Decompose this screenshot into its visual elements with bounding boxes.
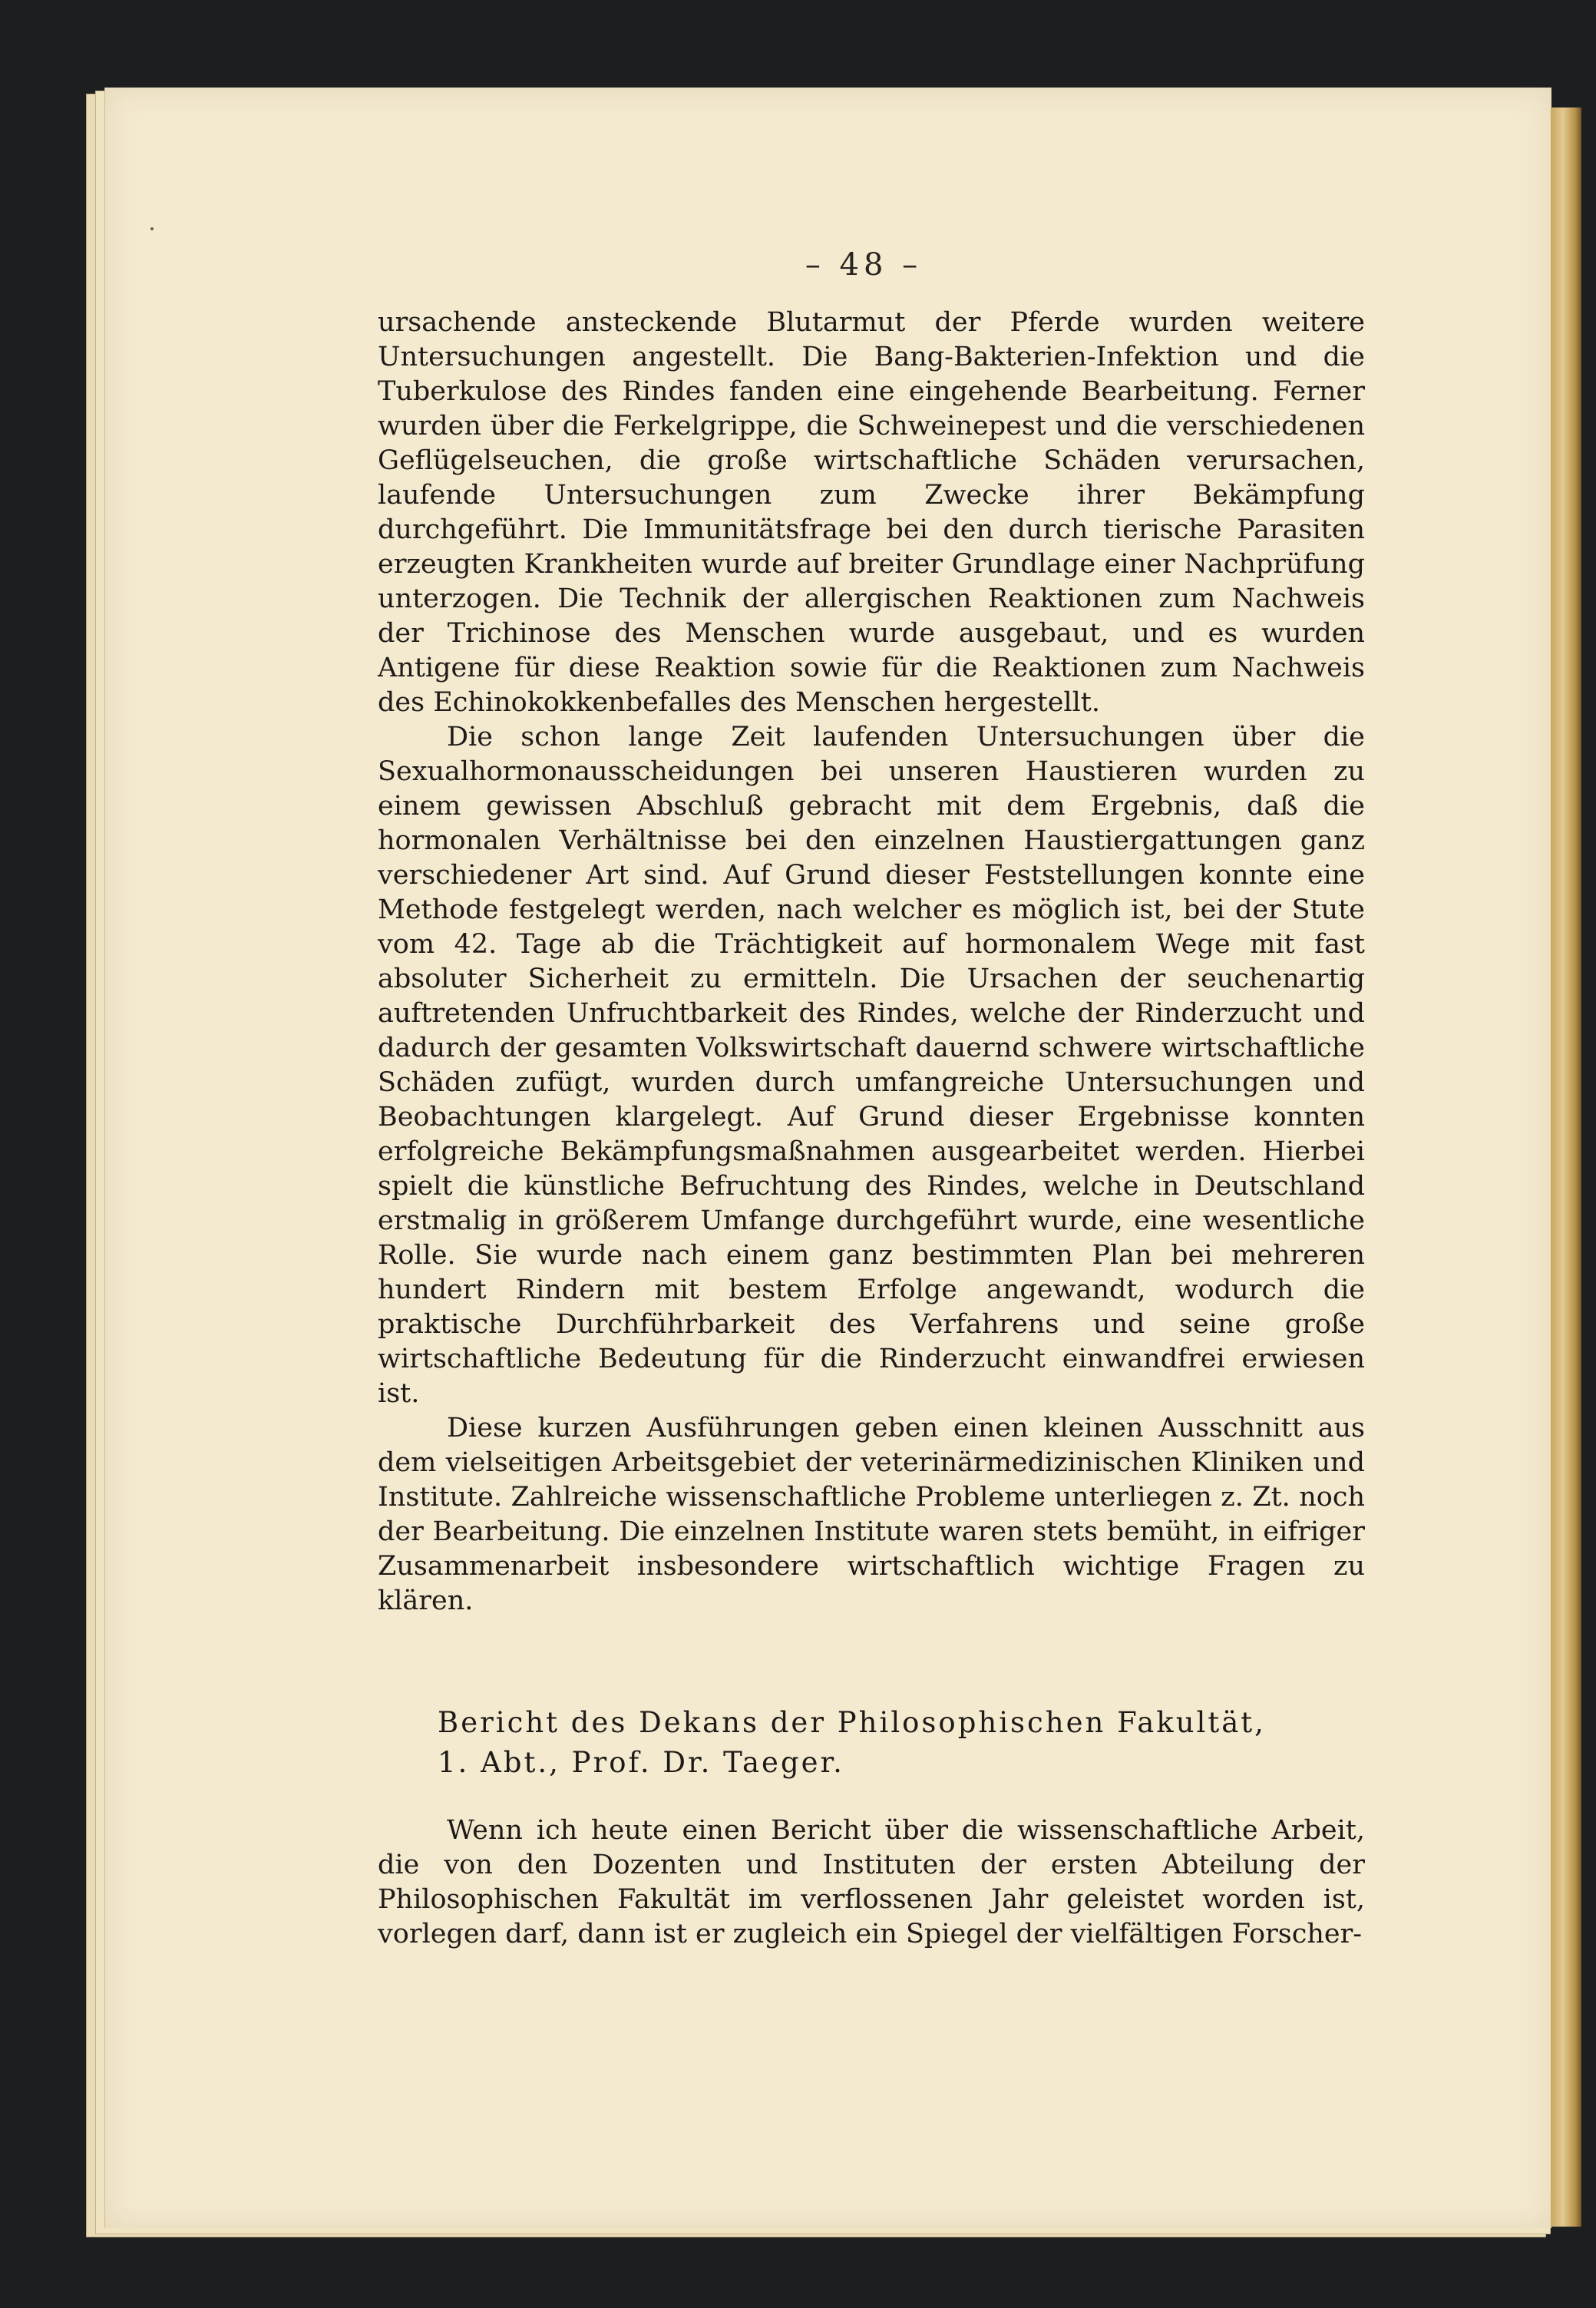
margin-mark xyxy=(150,227,154,230)
paragraph-2: Die schon lange Zeit laufenden Untersuchungen über die Sexualhormonausscheidungen bei unseren Haustieren wurden zu einem gewissen Abschluß gebracht mit dem Ergebnis, daß die hormonalen Verhältnisse bei den einzelnen Haustiergattungen ganz verschiedener Art sind. Auf Grund dieser Feststellungen konnte eine Methode festgelegt werden, nach welcher es möglich ist, bei der Stute vom 42. Tage ab die Trächtigkeit auf hormonalem Wege mit fast absoluter Sicherheit zu ermitteln. Die Ursachen der seuchenartig auftretenden Unfruchtbarkeit des Rindes, welche der Rinderzucht und dadurch der gesamten Volkswirtschaft dauernd schwere wirtschaftliche Schäden zufügt, wurden durch umfangreiche Untersuchungen und Beobachtungen klargelegt. Auf Grund dieser Ergebnisse konnten erfolgreiche Bekämpfungsmaßnahmen ausgearbeitet werden. Hierbei spielt die künstliche Befruchtung des Rindes, welche in Deutschland erstmalig in größerem Umfange durchgeführt wurde, eine wesentliche Rolle. Sie wurde nach einem ganz bestimmten Plan bei mehreren hundert Rindern mit bestem Erfolge angewandt, wodurch die praktische Durchführbarkeit des Verfahrens und seine große wirtschaftliche Bedeutung für die Rinderzucht einwandfrei erwiesen ist. xyxy=(378,722,1365,1409)
page-number: – 48 – xyxy=(805,247,923,283)
paragraph-3: Diese kurzen Ausführungen geben einen kleinen Ausschnitt aus dem vielseitigen Arbeitsgebiet der veterinärmedizinischen Kliniken und Institute. Zahlreiche wissenschaftliche Probleme unterliegen z. Zt. noch der Bearbeitung. Die einzelnen Institute waren stets bemüht, in eifriger Zusammenarbeit insbesondere wirtschaftlich wichtige Fragen zu klären. xyxy=(378,1413,1365,1616)
body-text xyxy=(378,306,1365,1952)
heading-line-2: 1. Abt., Prof. Dr. Taeger. xyxy=(438,1746,844,1779)
heading-line-1: Bericht des Dekans der Philosophischen Fakultät, xyxy=(438,1706,1266,1739)
paragraph-4: Wenn ich heute einen Bericht über die wissenschaftliche Arbeit, die von den Dozenten und Instituten der ersten Abteilung der Philosophischen Fakultät im verflossenen Jahr geleistet worden ist, vorlegen darf, dann ist er zugleich ein Spiegel der vielfältigen Forscher- xyxy=(378,1815,1365,1949)
section-heading xyxy=(438,1703,1365,1783)
book-binding xyxy=(1551,107,1581,2227)
paragraph-1: ursachende ansteckende Blutarmut der Pferde wurden weitere Untersuchungen angestellt. Die Bang-Bakterien-Infektion und die Tuberkulose des Rindes fanden eine eingehende Bearbeitung. Ferner wurden über die Ferkelgrippe, die Schweinepest und die verschiedenen Geflügelseuchen, die große wirtschaftliche Schäden verursachen, laufende Untersuchungen zum Zwecke ihrer Bekämpfung durchgeführt. Die Immunitätsfrage bei den durch tierische Parasiten erzeugten Krankheiten wurde auf breiter Grundlage einer Nachprüfung unterzogen. Die Technik der allergischen Reaktionen zum Nachweis der Trichinose des Menschen wurde ausgebaut, und es wurden Antigene für diese Reaktion sowie für die Reaktionen zum Nachweis des Echinokokkenbefalles des Menschen hergestellt. xyxy=(378,307,1365,718)
